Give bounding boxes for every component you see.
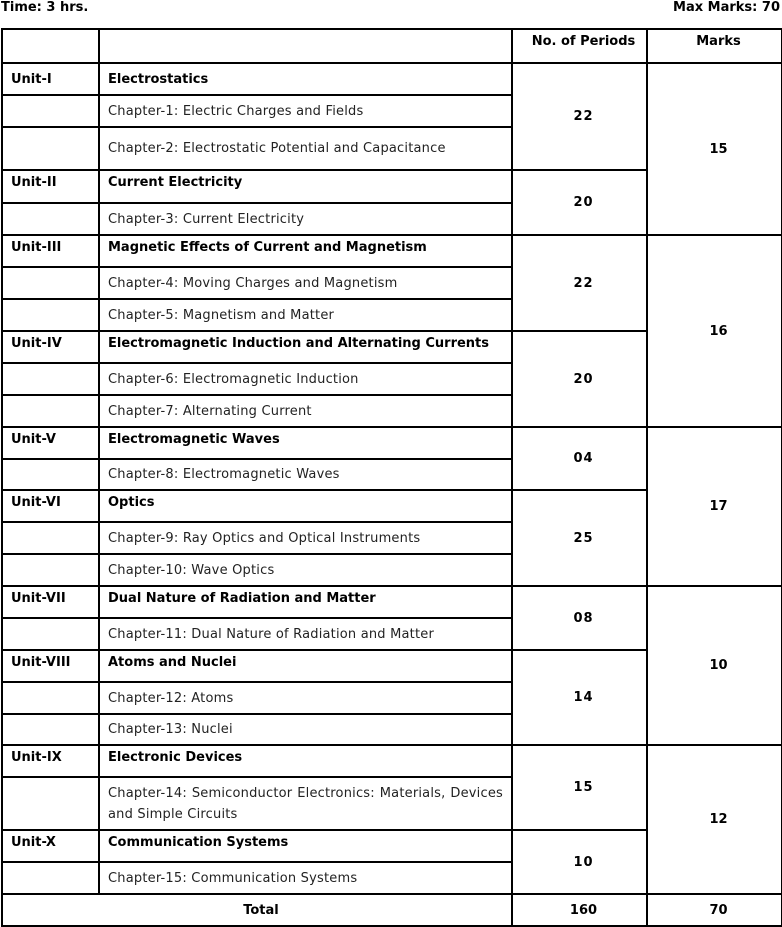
table-row xyxy=(2,63,782,95)
chapter-name: Chapter-12: Atoms xyxy=(99,682,512,714)
chapter-name: Chapter-4: Moving Charges and Magnetism xyxy=(99,267,512,299)
unit-label: Unit-I xyxy=(2,63,99,95)
total-marks: 70 xyxy=(647,894,782,926)
max-marks: Max Marks: 70 xyxy=(673,0,780,15)
chapter-name: Chapter-14: Semiconductor Electronics: Materials, Devices and Simple Circuits xyxy=(99,777,512,830)
unit-title: Current Electricity xyxy=(99,170,512,203)
unit-label-empty xyxy=(2,618,99,650)
unit-title: Magnetic Effects of Current and Magnetism xyxy=(99,235,512,267)
unit-label-empty xyxy=(2,127,99,170)
periods-cell: 04 xyxy=(512,427,647,490)
unit-label-empty xyxy=(2,682,99,714)
chapter-name: Chapter-6: Electromagnetic Induction xyxy=(99,363,512,395)
chapter-name: Chapter-9: Ray Optics and Optical Instruments xyxy=(99,522,512,554)
unit-label-empty xyxy=(2,522,99,554)
periods-cell: 10 xyxy=(512,830,647,894)
unit-title: Electrostatics xyxy=(99,63,512,95)
unit-label: Unit-II xyxy=(2,170,99,203)
column-header-periods: No. of Periods xyxy=(512,29,647,63)
chapter-name: Chapter-7: Alternating Current xyxy=(99,395,512,427)
unit-label: Unit-VI xyxy=(2,490,99,522)
unit-label: Unit-V xyxy=(2,427,99,459)
periods-cell: 14 xyxy=(512,650,647,745)
marks-cell: 15 xyxy=(647,63,782,235)
unit-label: Unit-IX xyxy=(2,745,99,777)
marks-cell: 10 xyxy=(647,586,782,745)
unit-label: Unit-IV xyxy=(2,331,99,363)
unit-label-empty xyxy=(2,395,99,427)
periods-cell: 15 xyxy=(512,745,647,830)
unit-label-empty xyxy=(2,299,99,331)
unit-label-empty xyxy=(2,714,99,745)
column-header-marks: Marks xyxy=(647,29,782,63)
column-header-topic xyxy=(99,29,512,63)
periods-cell: 08 xyxy=(512,586,647,650)
chapter-name: Chapter-3: Current Electricity xyxy=(99,203,512,235)
unit-label: Unit-VII xyxy=(2,586,99,618)
chapter-name: Chapter-13: Nuclei xyxy=(99,714,512,745)
table-row xyxy=(2,235,782,267)
syllabus-table xyxy=(1,28,782,927)
periods-cell: 20 xyxy=(512,331,647,427)
unit-label-empty xyxy=(2,862,99,894)
chapter-name: Chapter-5: Magnetism and Matter xyxy=(99,299,512,331)
column-header-unit xyxy=(2,29,99,63)
periods-cell: 20 xyxy=(512,170,647,235)
unit-label-empty xyxy=(2,777,99,830)
total-row xyxy=(2,894,782,926)
unit-title: Electronic Devices xyxy=(99,745,512,777)
unit-label-empty xyxy=(2,203,99,235)
periods-cell: 22 xyxy=(512,235,647,331)
unit-title: Electromagnetic Waves xyxy=(99,427,512,459)
periods-cell: 25 xyxy=(512,490,647,586)
unit-label-empty xyxy=(2,95,99,127)
marks-cell: 12 xyxy=(647,745,782,894)
unit-title: Communication Systems xyxy=(99,830,512,862)
table-row xyxy=(2,427,782,459)
marks-cell: 17 xyxy=(647,427,782,586)
unit-title: Optics xyxy=(99,490,512,522)
unit-label-empty xyxy=(2,554,99,586)
time-allowed: Time: 3 hrs. xyxy=(1,0,89,15)
table-row xyxy=(2,586,782,618)
unit-label-empty xyxy=(2,363,99,395)
chapter-name: Chapter-2: Electrostatic Potential and Capacitance xyxy=(99,127,512,170)
unit-title: Electromagnetic Induction and Alternating Currents xyxy=(99,331,512,363)
chapter-name: Chapter-8: Electromagnetic Waves xyxy=(99,459,512,490)
unit-title: Dual Nature of Radiation and Matter xyxy=(99,586,512,618)
unit-label: Unit-III xyxy=(2,235,99,267)
table-row xyxy=(2,745,782,777)
chapter-name: Chapter-1: Electric Charges and Fields xyxy=(99,95,512,127)
unit-label-empty xyxy=(2,267,99,299)
unit-label: Unit-VIII xyxy=(2,650,99,682)
marks-cell: 16 xyxy=(647,235,782,427)
chapter-name: Chapter-10: Wave Optics xyxy=(99,554,512,586)
unit-label-empty xyxy=(2,459,99,490)
periods-cell: 22 xyxy=(512,63,647,170)
unit-title: Atoms and Nuclei xyxy=(99,650,512,682)
unit-label: Unit-X xyxy=(2,830,99,862)
chapter-name: Chapter-15: Communication Systems xyxy=(99,862,512,894)
total-label: Total xyxy=(2,894,512,926)
table-header-row xyxy=(2,29,782,63)
total-periods: 160 xyxy=(512,894,647,926)
chapter-name: Chapter-11: Dual Nature of Radiation and Matter xyxy=(99,618,512,650)
